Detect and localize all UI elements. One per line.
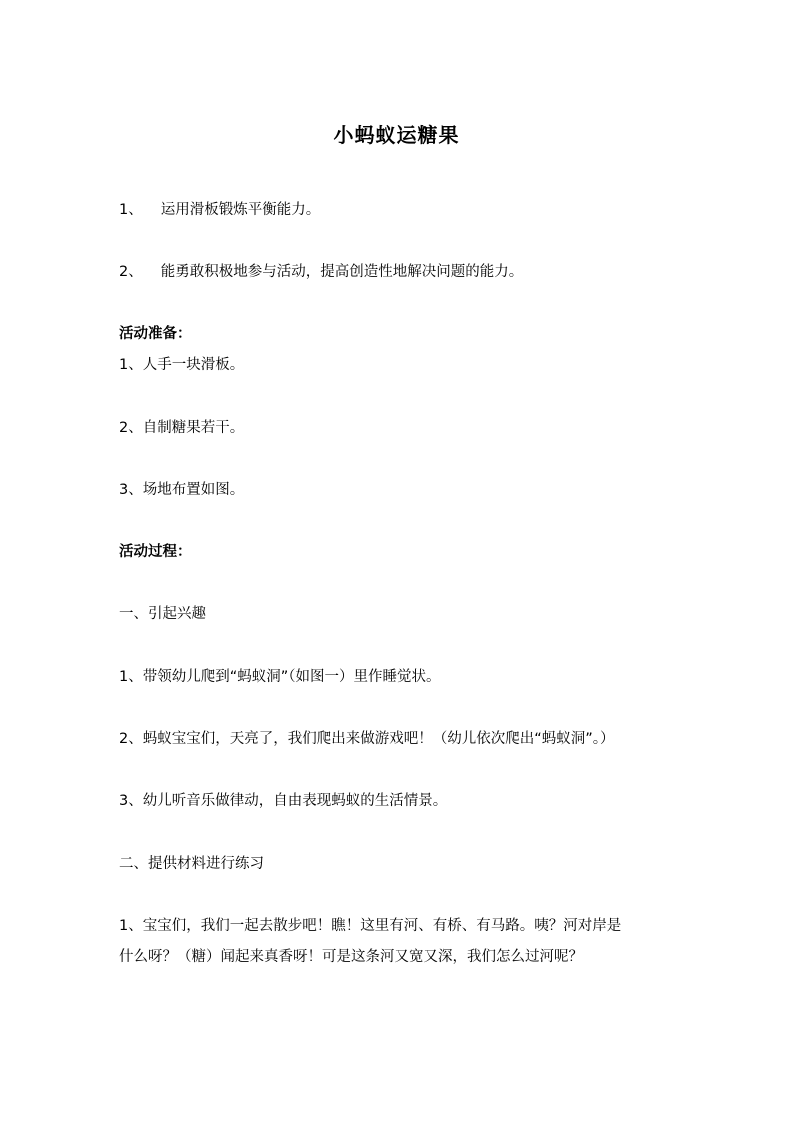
preparation-item: 1、人手一块滑板。 (119, 357, 245, 373)
goal-text: 能勇敢积极地参与活动，提高创造性地解决问题的能力。 (160, 264, 524, 280)
goal-number: 2、 (119, 264, 143, 280)
goal-number: 1、 (119, 202, 143, 218)
page-title: 小蚂蚁运糖果 (333, 123, 460, 147)
process-heading: 活动过程： (119, 544, 192, 560)
preparation-item: 3、场地布置如图。 (119, 482, 245, 498)
preparation-item: 2、自制糖果若干。 (119, 420, 245, 436)
process-item-continuation: 什么呀？（糖）闻起来真香呀！可是这条河又宽又深，我们怎么过河呢？ (119, 949, 583, 965)
goal-text: 运用滑板锻炼平衡能力。 (160, 202, 321, 218)
goal-item-2 (119, 262, 523, 282)
goal-item-1 (119, 200, 320, 220)
section-heading: 二、提供材料进行练习 (119, 856, 264, 872)
process-item: 3、幼儿听音乐做律动，自由表现蚂蚁的生活情景。 (119, 793, 448, 809)
process-item: 2、蚂蚁宝宝们，天亮了，我们爬出来做游戏吧！（幼儿依次爬出“蚂蚁洞”。） (119, 731, 615, 747)
section-heading: 一、引起兴趣 (119, 606, 206, 622)
preparation-heading: 活动准备： (119, 326, 192, 342)
process-item: 1、带领幼儿爬到“蚂蚁洞”（如图一）里作睡觉状。 (119, 669, 441, 685)
process-item: 1、宝宝们，我们一起去散步吧！瞧！这里有河、有桥、有马路。咦？河对岸是 (119, 918, 622, 934)
